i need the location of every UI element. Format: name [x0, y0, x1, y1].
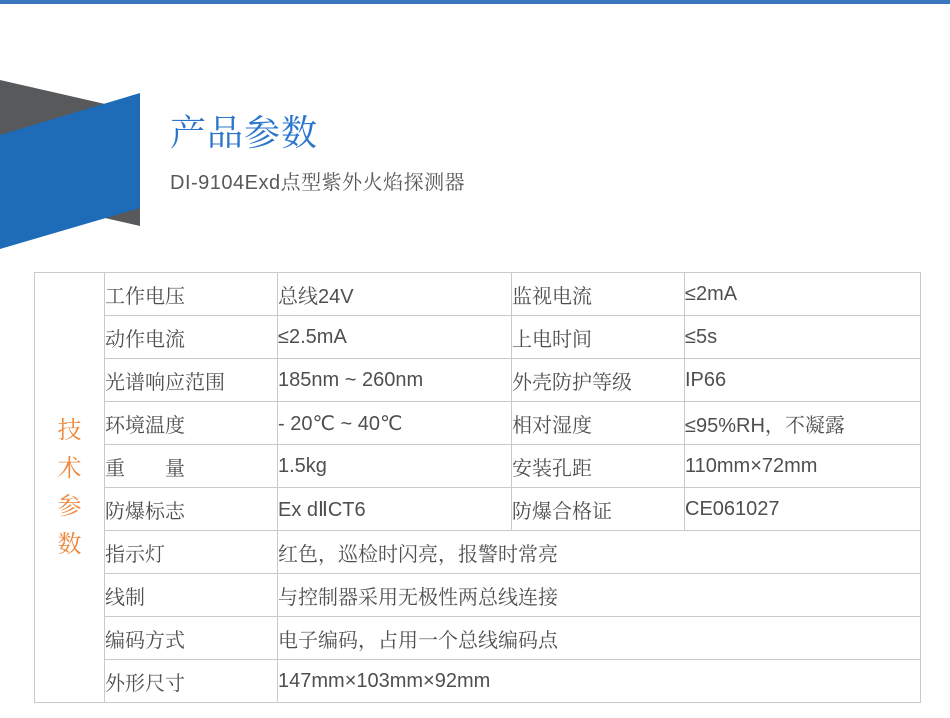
param-value-cell: 110mm×72mm: [685, 445, 921, 488]
param-value-cell: IP66: [685, 359, 921, 402]
spec-row-full: [35, 617, 921, 660]
spec-row-pair: [35, 445, 921, 488]
param-value-cell: CE061027: [685, 488, 921, 531]
side-label-char: 数: [57, 530, 82, 558]
param-value-cell: 1.5kg: [278, 445, 512, 488]
param-label-cell: 防爆合格证: [512, 488, 685, 531]
param-label-cell: 环境温度: [105, 402, 278, 445]
param-label-cell: 工作电压: [105, 273, 278, 316]
param-label-cell: 安装孔距: [512, 445, 685, 488]
header-decoration-graphic: [0, 0, 150, 260]
param-value-cell: ≤2.5mA: [278, 316, 512, 359]
spec-row-pair: [35, 273, 921, 316]
side-label-char: 技: [57, 416, 82, 444]
spec-row-full: [35, 574, 921, 617]
param-label-cell: 重 量: [105, 445, 278, 488]
param-label-cell: 相对湿度: [512, 402, 685, 445]
spec-row-pair: [35, 402, 921, 445]
param-value-cell: ≤2mA: [685, 273, 921, 316]
side-label-char: 术: [57, 454, 82, 482]
side-label-char: 参: [57, 492, 82, 520]
param-label-cell: 防爆标志: [105, 488, 278, 531]
param-value-cell: Ex dⅡCT6: [278, 488, 512, 531]
param-value-cell: 电子编码，占用一个总线编码点: [278, 617, 921, 660]
param-value-cell: 147mm×103mm×92mm: [278, 660, 921, 703]
param-value-cell: 红色，巡检时闪亮，报警时常亮: [278, 531, 921, 574]
param-label-cell: 指示灯: [105, 531, 278, 574]
param-label-cell: 监视电流: [512, 273, 685, 316]
param-label-cell: 外形尺寸: [105, 660, 278, 703]
spec-row-pair: [35, 316, 921, 359]
param-label-cell: 光谱响应范围: [105, 359, 278, 402]
spec-row-full: [35, 660, 921, 703]
param-label-cell: 线制: [105, 574, 278, 617]
page-title: 产品参数: [170, 112, 319, 153]
param-label-cell: 编码方式: [105, 617, 278, 660]
spec-row-full: [35, 531, 921, 574]
param-label-cell: 外壳防护等级: [512, 359, 685, 402]
product-subtitle: DI-9104Exd点型紫外火焰探测器: [170, 172, 466, 194]
param-value-cell: ≤95%RH，不凝露: [685, 402, 921, 445]
param-label-cell: 上电时间: [512, 316, 685, 359]
param-label-cell: 动作电流: [105, 316, 278, 359]
param-value-cell: 总线24V: [278, 273, 512, 316]
param-value-cell: - 20℃ ~ 40℃: [278, 402, 512, 445]
param-value-cell: ≤5s: [685, 316, 921, 359]
spec-table: [34, 272, 921, 703]
spec-row-pair: [35, 488, 921, 531]
spec-row-pair: [35, 359, 921, 402]
side-vertical-label: [35, 273, 105, 703]
param-value-cell: 185nm ~ 260nm: [278, 359, 512, 402]
param-value-cell: 与控制器采用无极性两总线连接: [278, 574, 921, 617]
